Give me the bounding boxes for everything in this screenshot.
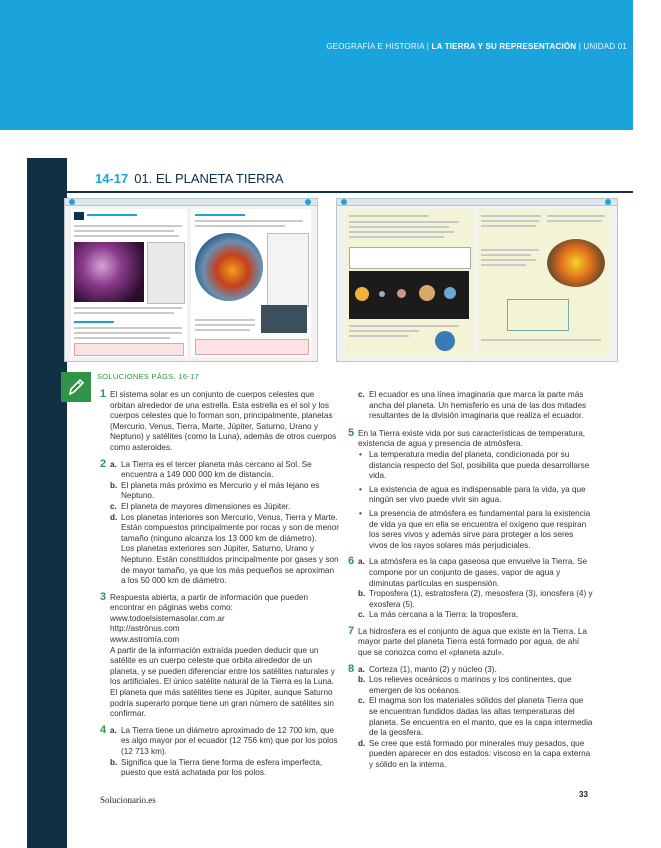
thumbnail-page-right	[191, 209, 311, 357]
left-sidebar-band	[27, 158, 67, 848]
item-number: 5	[348, 426, 355, 439]
web-link[interactable]: www.todoelsistemasolar.com.ar	[110, 613, 225, 623]
activity-box	[74, 343, 184, 356]
thumbnail-page-left	[71, 209, 187, 357]
section-header	[67, 158, 633, 193]
galaxy-image	[74, 242, 144, 302]
pencil-icon-box	[61, 372, 91, 402]
web-link[interactable]: http://astrónus.com	[110, 624, 180, 634]
solution-item-6: 6 a. La atmósfera es la capa gaseosa que envuelve la Tierra. Se compone por un conjunto de gases, vapor de agua y diminutas partículas en suspensión. b. Troposfera (1), estratosfera (2), mesosfera (3), ionosfera (4) y exosfera (5). c. La más cercana a la Tierra: la troposfera.	[348, 555, 593, 620]
item-d: Se cree que está formado por minerales muy pesados, que pueden aparecer en dos estados: viscoso en la capa externa y sólido en la interna.	[369, 738, 591, 769]
solutions-column-right	[348, 390, 593, 777]
solution-item-4-cont: c. El ecuador es una línea imaginaria que marca la parte más ancha del planeta. Un hemisferio es una de las dos mitades resultantes de la división imaginaria que realiza el ecuador.	[358, 390, 587, 421]
header-breadcrumb: GEOGRAFÍA E HISTORIA | LA TIERRA Y SU REPRESENTACIÓN | UNIDAD 01	[326, 42, 627, 51]
page-icon	[74, 212, 84, 220]
item-b: Significa que la Tierra tiene forma de esfera imperfecta, puesto que está achatada por los polos.	[121, 757, 323, 778]
concept-map	[507, 299, 569, 331]
bullet-item: La temperatura media del planeta, condicionada por su distancia respecto del Sol, posibilita que pueda desarrollarse vida.	[369, 449, 590, 481]
thumbnail-close-icon[interactable]	[305, 199, 311, 205]
solution-item-8: 8 a. Corteza (1), manto (2) y núcleo (3). b. Los relieves oceánicos o marinos y los continentes, que emergen de los océanos. c. El magma son los materiales sólidos del planeta Tierra que se encuentran fundidos dadas las altas temperaturas del planeta. Se encuentra en el manto, que es la capa intermedia de la geosfera. d. Se cree que está formado por minerales muy pesados, que pueden aparecer en dos estados: viscoso en la capa externa y sólido en la interna.	[348, 662, 593, 769]
footer-site: Solucionario.es	[100, 795, 156, 805]
pencil-icon	[61, 372, 91, 402]
bullet-item: La presencia de atmósfera es fundamental para la existencia de vida ya que en ella se encuentra el oxígeno que respiran los seres vivos y además sirve para proteger a los seres vivos de los rayos solares más perjudiciales.	[369, 508, 591, 550]
header-section: LA TIERRA Y SU REPRESENTACIÓN	[431, 42, 577, 51]
header-unit: UNIDAD 01	[583, 42, 627, 51]
sidebar-box	[147, 242, 185, 304]
solar-system-image	[349, 271, 469, 319]
thumbnail-home-icon[interactable]	[341, 199, 347, 205]
item-b: Troposfera (1), estratosfera (2), mesosfera (3), ionosfera (4) y exosfera (5).	[369, 589, 593, 609]
thumbnail-page-right	[477, 209, 609, 357]
section-title	[95, 171, 284, 186]
textbook-thumbnail-left[interactable]	[64, 198, 318, 362]
page-number: 33	[579, 790, 588, 799]
item-intro: Respuesta abierta, a partir de información que pueden encontrar en páginas webs como:	[110, 592, 308, 613]
thumbnail-page-left	[345, 209, 473, 357]
solutions-title: SOLUCIONES PÁGS. 16-17	[97, 372, 200, 381]
thumbnail-home-icon[interactable]	[69, 199, 75, 205]
solution-item-2: 2 a. La Tierra es el tercer planeta más cercano al Sol. Se encuentra a 149 000 000 km de distancia. b. El planeta más próximo es Mercurio y el más lejano es Neptuno. c. El planeta de mayores dimensiones es Júpiter. d. Los planetas interiores son Mercurio, Venus, Tierra y Marte. Están compuestos principalmente por rocas y son de menor tamaño (ninguno alcanza los 13 000 km de diámetro). Los planetas exteriores son Júpiter, Saturno, Urano y Neptuno. Están constituidos principalmente por gases y son de mayor tamaño, ya que los más pequeños se aproximan a los 50 000 km de diámetro.	[100, 457, 339, 586]
header-subject: GEOGRAFÍA E HISTORIA	[326, 42, 425, 51]
item-text: El sistema solar es un conjunto de cuerpos celestes que orbitan alrededor de una estrella. Esta estrella es el sol y los cuerpos celestes que lo forman son, principalmente, planetas (Mercurio, Venus, Tierra, Marte, Júpiter, Saturno, Urano y Neptuno) y satélites (como la Luna), además de otros cuerpos como asteroides.	[110, 390, 337, 452]
earth-cross-section	[547, 239, 605, 287]
item-number: 4	[100, 723, 107, 736]
item-a: La Tierra tiene un diámetro aproximado de 12 700 km, que es algo mayor por el ecuador (12 756 km) que por los polos (12 713 km).	[121, 725, 338, 756]
item-number: 8	[348, 662, 355, 675]
solution-item-3	[100, 590, 340, 720]
planets-table	[349, 247, 471, 269]
earth-data-box	[267, 233, 309, 307]
solution-item-4: 4 a. La Tierra tiene un diámetro aproximado de 12 700 km, que es algo mayor por el ecuador (12 756 km) que por los polos (12 713 km). b. Significa que la Tierra tiene forma de esfera imperfecta, puesto que está achatada por los polos.	[100, 723, 338, 778]
item-number: 7	[348, 624, 355, 637]
section-divider	[67, 191, 633, 193]
item-c: El ecuador es una línea imaginaria que marca la parte más ancha del planeta. Un hemisferio es una de las dos mitades resultantes de la división imaginaria que realiza el ecuador.	[369, 390, 587, 421]
thumbnail-close-icon[interactable]	[605, 199, 611, 205]
item-number: 1	[100, 388, 107, 400]
item-a: La atmósfera es la capa gaseosa que envuelve la Tierra. Se compone por un conjunto de gases, vapor de agua y diminutas partículas en suspensión.	[369, 557, 588, 588]
item-b: El planeta más próximo es Mercurio y el más lejano es Neptuno.	[121, 480, 320, 501]
section-pages: 14-17	[95, 171, 129, 186]
item-a: Corteza (1), manto (2) y núcleo (3).	[369, 664, 497, 674]
item-number: 3	[100, 590, 107, 603]
earth-image	[435, 331, 455, 351]
item-text: A partir de la información extraída pueden deducir que un satélite es un cuerpo celeste que orbita alrededor de un planeta, y se pueden diferenciar entre los satélites naturales y los artificiales. El único satélite natural de la Tierra es la Luna. El planeta que más satélites tiene es Júpiter, aunque Saturno podría superarlo porque tiene un gran número de satélites sin confirmar.	[110, 645, 335, 719]
activity-box	[195, 339, 309, 355]
item-c: La más cercana a la Tierra: la troposfera.	[369, 610, 519, 620]
item-d: Los planetas interiores son Mercurio, Venus, Tierra y Marte. Están compuestos principalmente por rocas y son de menor tamaño (ninguno alcanza los 13 000 km de diámetro).	[121, 512, 339, 543]
earth-layers-image	[195, 233, 263, 301]
web-link[interactable]: www.astromía.com	[110, 635, 180, 645]
solution-item-5: 5 En la Tierra existe vida por sus características de temperatura, existencia de agua y presencia de atmósfera. • La temperatura media del planeta, condicionada por su distancia respecto del Sol, posibilita que pueda desarrollarse vida. • La existencia de agua es indispensable para la vida, ya que ningún ser vivo puede vivir sin agua. • La presencia de atmósfera es fundamental para la existencia de vida ya que en ella se encuentra el oxígeno que respiran los seres vivos y además sirve para proteger a los seres vivos de los rayos solares más perjudiciales.	[348, 429, 593, 552]
solution-item-1	[100, 390, 340, 454]
header-band	[0, 0, 633, 130]
item-text: La hidrosfera es el conjunto de agua que existe en la Tierra. La mayor parte del planeta Tierra está formado por agua, de ahí que se conozca como el «planeta azul».	[358, 626, 587, 658]
thumbnail-toolbar	[65, 199, 317, 206]
bullet-item: La existencia de agua es indispensable para la vida, ya que ningún ser vivo puede vivir sin agua.	[369, 484, 586, 505]
section-title-text: 01. EL PLANETA TIERRA	[134, 171, 284, 186]
item-c: El planeta de mayores dimensiones es Júpiter.	[121, 501, 291, 511]
textbook-thumbnail-right[interactable]	[336, 198, 618, 362]
crust-image	[261, 305, 307, 333]
item-a: La Tierra es el tercer planeta más cercano al Sol. Se encuentra a 149 000 000 km de distancia.	[121, 459, 312, 480]
thumbnail-toolbar	[337, 199, 617, 206]
solution-item-7	[348, 624, 593, 659]
item-number: 2	[100, 457, 107, 470]
item-number: 6	[348, 555, 355, 568]
item-intro: En la Tierra existe vida por sus características de temperatura, existencia de agua y presencia de atmósfera.	[358, 428, 586, 449]
item-c: El magma son los materiales sólidos del planeta Tierra que se encuentran fundidos dadas las altas temperaturas del planeta. Se encuentra en el manto, que es la capa intermedia de la geosfera.	[369, 696, 593, 738]
item-d-cont: Los planetas exteriores son Júpiter, Saturno, Urano y Neptuno. Están constituidos principalmente por gases y son de mayor tamaño, ya que los más pequeños se aproximan a los 50 000 km de diámetro.	[121, 544, 339, 586]
item-b: Los relieves oceánicos o marinos y los continentes, que emergen de los océanos.	[369, 675, 572, 695]
solutions-column-left	[100, 390, 340, 785]
